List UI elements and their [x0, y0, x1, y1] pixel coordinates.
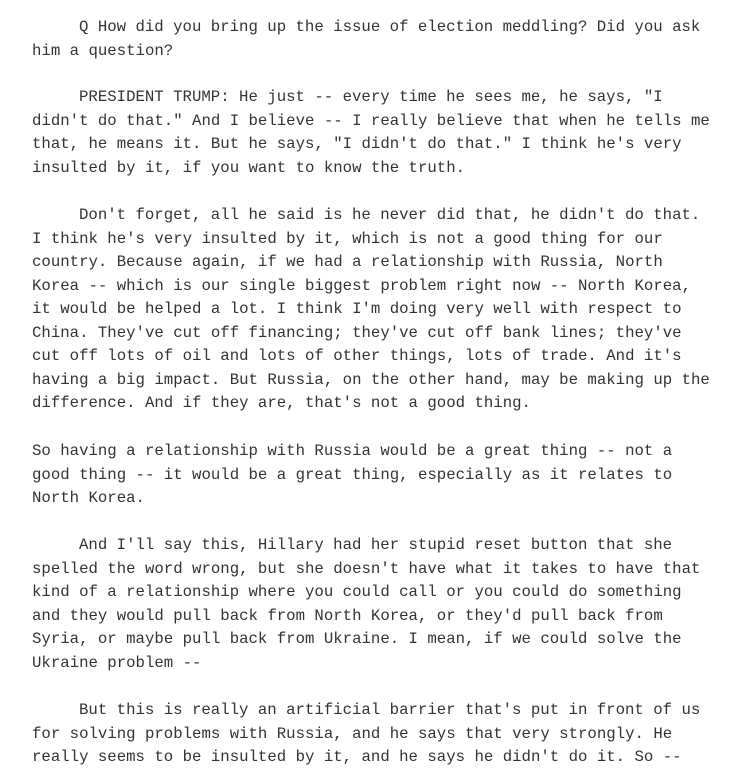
text-line: And I'll say this, Hillary had her stupid reset button that she [79, 536, 673, 554]
text-line: I think he's very insulted by it, which is not a good thing for our [32, 229, 663, 248]
text-line: country. Because again, if we had a relationship with Russia, North [32, 253, 663, 271]
text-line: PRESIDENT TRUMP: He just -- every time he sees me, he says, "I [79, 88, 663, 106]
text-line: kind of a relationship where you could call or you could do something [32, 583, 682, 601]
text-line: Ukraine problem -- [32, 653, 202, 672]
text-line: for solving problems with Russia, and he says that very strongly. He [32, 724, 673, 743]
paragraph-answer-2 [32, 204, 710, 416]
text-line: spelled the word wrong, but she doesn't have what it takes to have that [32, 559, 701, 578]
text-line: North Korea. [32, 489, 145, 507]
paragraph-answer-4 [32, 534, 700, 675]
paragraph-answer-1 [32, 86, 710, 180]
text-line: Syria, or maybe pull back from Ukraine. I mean, if we could solve the [32, 630, 682, 648]
paragraph-answer-3 [32, 440, 672, 511]
text-line: difference. And if they are, that's not a good thing. [32, 394, 531, 412]
text-line: But this is really an artificial barrier that's put in front of us [79, 701, 701, 719]
paragraph-answer-5 [32, 699, 700, 770]
text-line: having a big impact. But Russia, on the other hand, may be making up the [32, 370, 710, 389]
text-line: that, he means it. But he says, "I didn't do that." I think he's very [32, 135, 682, 153]
text-line: Q How did you bring up the issue of election meddling? Did you ask [79, 18, 701, 36]
paragraph-question [32, 16, 700, 63]
text-line: cut off lots of oil and lots of other things, lots of trade. And it's [32, 347, 682, 365]
text-line: good thing -- it would be a great thing, especially as it relates to [32, 465, 673, 484]
text-line: and they would pull back from North Korea, or they'd pull back from [32, 606, 663, 625]
text-line: Korea -- which is our single biggest problem right now -- North Korea, [32, 276, 691, 295]
text-line: insulted by it, if you want to know the truth. [32, 158, 466, 177]
text-line: really seems to be insulted by it, and he says he didn't do it. So -- [32, 748, 682, 766]
text-line: China. They've cut off financing; they've cut off bank lines; they've [32, 323, 682, 342]
text-line: So having a relationship with Russia would be a great thing -- not a [32, 442, 673, 460]
text-line: it would be helped a lot. I think I'm doing very well with respect to [32, 300, 682, 318]
text-line: him a question? [32, 41, 174, 60]
text-line: didn't do that." And I believe -- I really believe that when he tells me [32, 111, 710, 130]
text-line: Don't forget, all he said is he never did that, he didn't do that. [79, 206, 701, 224]
